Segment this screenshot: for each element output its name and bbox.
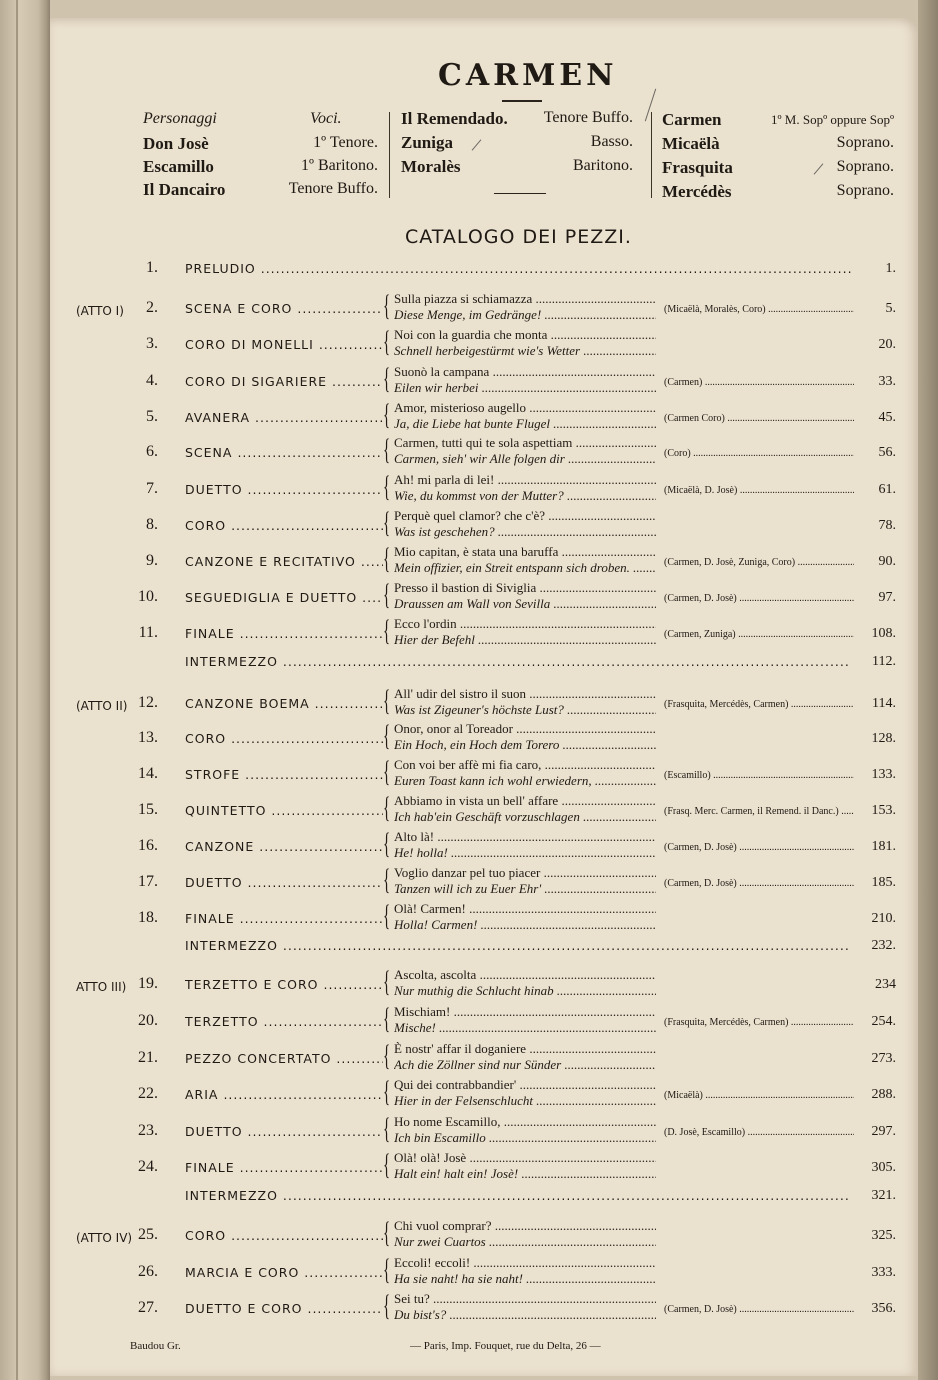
brace-glyph: { xyxy=(383,1148,391,1181)
german-incipit: Nur zwei Cuartos ..... xyxy=(394,1234,656,1250)
page-number: 56. xyxy=(878,445,896,460)
piece-title: INTERMEZZO ..... xyxy=(185,938,851,953)
page-number: 325. xyxy=(871,1228,896,1243)
roles: (Carmen, D. Josè) ..... xyxy=(664,878,854,889)
book-gutter xyxy=(0,0,50,1380)
page-number: 133. xyxy=(871,767,896,782)
page-number: 114. xyxy=(872,696,896,711)
page-number: 20. xyxy=(878,337,896,352)
piece-title: SCENA E CORO ..... xyxy=(185,301,383,316)
italian-incipit: Ah! mi parla di lei! ..... xyxy=(394,472,656,488)
italian-incipit: Abbiamo in vista un bell' affare ..... xyxy=(394,793,656,809)
piece-title: CORO DI MONELLI ..... xyxy=(185,337,383,352)
cast-voice: 1º M. Sopº oppure Sopº xyxy=(771,112,894,127)
brace-glyph: { xyxy=(383,1112,391,1145)
cast-name: Don Josè xyxy=(143,134,209,153)
act-label: (ATTO IV) xyxy=(76,1231,133,1245)
roles: (Frasquita, Mercédès, Carmen) ..... xyxy=(664,699,854,710)
page-number: 232. xyxy=(871,938,896,953)
brace-glyph: { xyxy=(383,1289,391,1322)
cast-voice: Basso. xyxy=(590,133,633,150)
cast-name: Frasquita xyxy=(662,158,733,177)
roles: (Carmen, Zuniga) ..... xyxy=(664,629,854,640)
piece-number: 4. xyxy=(146,372,158,389)
italian-incipit: Sei tu? ..... xyxy=(394,1291,656,1307)
page-number: 90. xyxy=(878,554,896,569)
cast-name: Moralès xyxy=(401,157,461,176)
german-incipit: Tanzen will ich zu Euer Ehr' ..... xyxy=(394,881,656,897)
roles: (Carmen, D. Josè) ..... xyxy=(664,1304,854,1315)
piece-title: MARCIA E CORO ..... xyxy=(185,1265,383,1280)
roles: (Coro) ..... xyxy=(664,448,854,459)
piece-title: CORO DI SIGARIERE ..... xyxy=(185,374,383,389)
brace-glyph: { xyxy=(383,863,391,896)
brace-glyph: { xyxy=(383,1075,391,1108)
german-incipit: Holla! Carmen! ..... xyxy=(394,917,656,933)
page-number: 1. xyxy=(885,261,896,276)
piece-number: 14. xyxy=(138,765,158,782)
page-number: 153. xyxy=(871,803,896,818)
piece-number: 2. xyxy=(146,299,158,316)
piece-number: 16. xyxy=(138,837,158,854)
page-number: 297. xyxy=(871,1124,896,1139)
brace-glyph: { xyxy=(383,965,391,998)
piece-title: ARIA ..... xyxy=(185,1087,383,1102)
cast-voice: Soprano. xyxy=(836,158,894,175)
page-number: 185. xyxy=(871,875,896,890)
cast-name: Carmen xyxy=(662,110,722,129)
brace-glyph: { xyxy=(383,614,391,647)
cast-row xyxy=(401,157,633,177)
german-incipit: Was ist Zigeuner's höchste Lust? ..... xyxy=(394,702,656,718)
page-number: 128. xyxy=(871,731,896,746)
page-number: 254. xyxy=(871,1014,896,1029)
cast-name: Micaëlà xyxy=(662,134,720,153)
roles: (Frasq. Merc. Carmen, il Remend. il Danc.) ..... xyxy=(664,806,854,817)
italian-incipit: Olà! Carmen! ..... xyxy=(394,901,656,917)
page-number: 97. xyxy=(878,590,896,605)
cast-voice: 1º Baritono. xyxy=(301,157,378,174)
piece-number: 9. xyxy=(146,552,158,569)
roles: (Carmen Coro) ..... xyxy=(664,413,854,424)
piece-title: AVANERA ..... xyxy=(185,410,383,425)
german-incipit: Halt ein! halt ein! Josè! ..... xyxy=(394,1166,656,1182)
roles: (Micaëlà) ..... xyxy=(664,1090,854,1101)
piece-title: QUINTETTO ..... xyxy=(185,803,383,818)
brace-glyph: { xyxy=(383,433,391,466)
act-label: (ATTO I) xyxy=(76,304,124,318)
italian-incipit: Carmen, tutti qui te sola aspettiam ..... xyxy=(394,435,656,451)
italian-incipit: All' udir del sistro il suon ..... xyxy=(394,686,656,702)
italian-incipit: Amor, misterioso augello ..... xyxy=(394,400,656,416)
cast-row xyxy=(662,182,894,202)
page-number: 181. xyxy=(871,839,896,854)
piece-number: 19. xyxy=(138,975,158,992)
piece-number: 25. xyxy=(138,1226,158,1243)
piece-title: CANZONE E RECITATIVO ..... xyxy=(185,554,383,569)
roles: (D. Josè, Escamillo) ..... xyxy=(664,1127,854,1138)
page-number: 321. xyxy=(871,1188,896,1203)
piece-number: 10. xyxy=(138,588,158,605)
engraver-credit: Baudou Gr. xyxy=(130,1340,181,1352)
catalog-title: CATALOGO DEI PEZZI. xyxy=(405,226,632,248)
page-number: 33. xyxy=(878,374,896,389)
german-incipit: Ich bin Escamillo ..... xyxy=(394,1130,656,1146)
brace-glyph: { xyxy=(383,398,391,431)
cast-voice: Tenore Buffo. xyxy=(288,180,378,197)
italian-incipit: Ascolta, ascolta ..... xyxy=(394,967,656,983)
brace-glyph: { xyxy=(383,1253,391,1286)
roles: (Micaëlà, Moralès, Coro) ..... xyxy=(664,304,854,315)
german-incipit: Eilen wir herbei ..... xyxy=(394,380,656,396)
piece-number: 24. xyxy=(138,1158,158,1175)
piece-title: TERZETTO E CORO ..... xyxy=(185,977,383,992)
piece-number: 11. xyxy=(138,624,158,641)
piece-title: STROFE ..... xyxy=(185,767,383,782)
piece-number: 15. xyxy=(138,801,158,818)
cast-header-voci: Voci. xyxy=(310,110,342,127)
brace-glyph: { xyxy=(383,362,391,395)
page-number: 61. xyxy=(878,482,896,497)
piece-title: DUETTO ..... xyxy=(185,1124,383,1139)
act-label: ATTO III) xyxy=(76,980,127,994)
german-incipit: Ein Hoch, ein Hoch dem Torero ..... xyxy=(394,737,656,753)
page-number: 45. xyxy=(878,410,896,425)
cast-name: Escamillo xyxy=(143,157,214,176)
piece-number: 21. xyxy=(138,1049,158,1066)
page-number: 356. xyxy=(871,1301,896,1316)
piece-number: 18. xyxy=(138,909,158,926)
cast-row xyxy=(662,110,894,130)
german-incipit: Euren Toast kann ich wohl erwiedern, ..... xyxy=(394,773,656,789)
piece-number: 17. xyxy=(138,873,158,890)
cast-row xyxy=(143,180,378,200)
piece-number: 1. xyxy=(146,259,158,276)
piece-title: FINALE ..... xyxy=(185,911,383,926)
piece-number: 27. xyxy=(138,1299,158,1316)
german-incipit: Ja, die Liebe hat bunte Flugel ..... xyxy=(394,416,656,432)
page-title: CARMEN xyxy=(438,58,618,93)
italian-incipit: Ho nome Escamillo, ..... xyxy=(394,1114,656,1130)
italian-incipit: Qui dei contrabbandier' ..... xyxy=(394,1077,656,1093)
italian-incipit: Olà! olà! Josè ..... xyxy=(394,1150,656,1166)
piece-title: TERZETTO ..... xyxy=(185,1014,383,1029)
brace-glyph: { xyxy=(383,578,391,611)
italian-incipit: Noi con la guardia che monta ..... xyxy=(394,327,656,343)
piece-number: 8. xyxy=(146,516,158,533)
german-incipit: He! holla! ..... xyxy=(394,845,656,861)
italian-incipit: Presso il bastion di Siviglia ..... xyxy=(394,580,656,596)
cast-voice: 1º Tenore. xyxy=(313,134,378,151)
cast-row xyxy=(662,158,894,178)
italian-incipit: Mio capitan, è stata una baruffa ..... xyxy=(394,544,656,560)
page-number: 273. xyxy=(871,1051,896,1066)
page-number: 78. xyxy=(878,518,896,533)
cast-row xyxy=(662,134,894,154)
german-incipit: Draussen am Wall von Sevilla ..... xyxy=(394,596,656,612)
cast-row xyxy=(143,157,378,177)
piece-title: FINALE ..... xyxy=(185,626,383,641)
page-number: 112. xyxy=(872,654,896,669)
piece-number: 23. xyxy=(138,1122,158,1139)
italian-incipit: Mischiam! ..... xyxy=(394,1004,656,1020)
german-incipit: Ich hab'ein Geschäft vorzuschlagen ..... xyxy=(394,809,656,825)
piece-number: 7. xyxy=(146,480,158,497)
roles: (Carmen, D. Josè, Zuniga, Coro) ..... xyxy=(664,557,854,568)
page-edge xyxy=(918,0,938,1380)
cast-row xyxy=(401,109,633,129)
roles: (Frasquita, Mercédès, Carmen) ..... xyxy=(664,1017,854,1028)
italian-incipit: Voglio danzar pel tuo piacer ..... xyxy=(394,865,656,881)
cast-header-personaggi: Personaggi xyxy=(143,110,217,127)
german-incipit: Schnell herbeigestürmt wie's Wetter ..... xyxy=(394,343,656,359)
brace-glyph: { xyxy=(383,719,391,752)
piece-title: FINALE ..... xyxy=(185,1160,383,1175)
page-number: 333. xyxy=(871,1265,896,1280)
piece-number: 13. xyxy=(138,729,158,746)
cast-row xyxy=(401,133,633,153)
roles: (Carmen, D. Josè) ..... xyxy=(664,842,854,853)
piece-title: SCENA ..... xyxy=(185,445,383,460)
brace-glyph: { xyxy=(383,899,391,932)
piece-title: CANZONE BOEMA ..... xyxy=(185,696,383,711)
page-number: 288. xyxy=(871,1087,896,1102)
brace-glyph: { xyxy=(383,1002,391,1035)
piece-title: INTERMEZZO ..... xyxy=(185,1188,851,1203)
brace-glyph: { xyxy=(383,542,391,575)
german-incipit: Hier der Befehl ..... xyxy=(394,632,656,648)
piece-title: CORO ..... xyxy=(185,518,383,533)
cast-name: Mercédès xyxy=(662,182,732,201)
column-divider xyxy=(651,112,652,198)
brace-glyph: { xyxy=(383,755,391,788)
piece-number: 5. xyxy=(146,408,158,425)
roles: (Carmen) ..... xyxy=(664,377,854,388)
piece-number: 22. xyxy=(138,1085,158,1102)
german-incipit: Was ist geschehen? ..... xyxy=(394,524,656,540)
italian-incipit: Con voi ber affè mi fia caro, ..... xyxy=(394,757,656,773)
german-incipit: Ha sie naht! ha sie naht! ..... xyxy=(394,1271,656,1287)
brace-glyph: { xyxy=(383,1039,391,1072)
cast-name: Il Dancairo xyxy=(143,180,226,199)
italian-incipit: Suonò la campana ..... xyxy=(394,364,656,380)
page-number: 234 xyxy=(875,977,896,992)
italian-incipit: Alto là! ..... xyxy=(394,829,656,845)
column-divider xyxy=(389,112,390,198)
roles: (Escamillo) ..... xyxy=(664,770,854,781)
piece-title: CORO ..... xyxy=(185,1228,383,1243)
title-rule xyxy=(502,100,542,102)
german-incipit: Hier in der Felsenschlucht ..... xyxy=(394,1093,656,1109)
italian-incipit: Sulla piazza si schiamazza ..... xyxy=(394,291,656,307)
cast-voice: Tenore Buffo. xyxy=(543,109,633,126)
page-number: 108. xyxy=(871,626,896,641)
brace-glyph: { xyxy=(383,470,391,503)
piece-title: CANZONE ..... xyxy=(185,839,383,854)
piece-title: PEZZO CONCERTATO ..... xyxy=(185,1051,383,1066)
cast-name: Zuniga xyxy=(401,133,453,152)
cast-row xyxy=(143,134,378,154)
german-incipit: Carmen, sieh' wir Alle folgen dir ..... xyxy=(394,451,656,467)
german-incipit: Wie, du kommst von der Mutter? ..... xyxy=(394,488,656,504)
german-incipit: Du bist's? ..... xyxy=(394,1307,656,1323)
piece-number: 20. xyxy=(138,1012,158,1029)
piece-title: DUETTO E CORO ..... xyxy=(185,1301,383,1316)
piece-title: INTERMEZZO ..... xyxy=(185,654,851,669)
piece-title: PRELUDIO ..... xyxy=(185,261,851,276)
act-label: (ATTO II) xyxy=(76,699,128,713)
piece-title: SEGUEDIGLIA E DUETTO ..... xyxy=(185,590,383,605)
piece-title: DUETTO ..... xyxy=(185,482,383,497)
italian-incipit: Perquè quel clamor? che c'è? ..... xyxy=(394,508,656,524)
piece-number: 3. xyxy=(146,335,158,352)
cast-voice: Baritono. xyxy=(573,157,633,174)
roles: (Micaëlà, D. Josè) ..... xyxy=(664,485,854,496)
brace-glyph: { xyxy=(383,506,391,539)
page-number: 305. xyxy=(871,1160,896,1175)
italian-incipit: Chi vuol comprar? ..... xyxy=(394,1218,656,1234)
brace-glyph: { xyxy=(383,289,391,322)
german-incipit: Diese Menge, im Gedränge! ..... xyxy=(394,307,656,323)
piece-number: 6. xyxy=(146,443,158,460)
page-number: 5. xyxy=(885,301,896,316)
brace-glyph: { xyxy=(383,1216,391,1249)
printer-credit: — Paris, Imp. Fouquet, rue du Delta, 26 — xyxy=(410,1340,601,1352)
german-incipit: Mein offizier, ein Streit entspann sich droben. ..... xyxy=(394,560,656,576)
brace-glyph: { xyxy=(383,684,391,717)
cast-voice: Soprano. xyxy=(836,134,894,151)
cast-voice: Soprano. xyxy=(836,182,894,199)
italian-incipit: Eccoli! eccoli! ..... xyxy=(394,1255,656,1271)
cast-rule xyxy=(494,193,546,194)
page-number: 210. xyxy=(871,911,896,926)
piece-number: 12. xyxy=(138,694,158,711)
italian-incipit: È nostr' affar il doganiere ..... xyxy=(394,1041,656,1057)
brace-glyph: { xyxy=(383,325,391,358)
piece-title: DUETTO ..... xyxy=(185,875,383,890)
piece-number: 26. xyxy=(138,1263,158,1280)
brace-glyph: { xyxy=(383,791,391,824)
italian-incipit: Ecco l'ordin ..... xyxy=(394,616,656,632)
cast-name: Il Remendado. xyxy=(401,109,508,128)
roles: (Carmen, D. Josè) ..... xyxy=(664,593,854,604)
german-incipit: Ach die Zöllner sind nur Sünder ..... xyxy=(394,1057,656,1073)
piece-title: CORO ..... xyxy=(185,731,383,746)
german-incipit: Mische! ..... xyxy=(394,1020,656,1036)
german-incipit: Nur muthig die Schlucht hinab ..... xyxy=(394,983,656,999)
brace-glyph: { xyxy=(383,827,391,860)
italian-incipit: Onor, onor al Toreador ..... xyxy=(394,721,656,737)
